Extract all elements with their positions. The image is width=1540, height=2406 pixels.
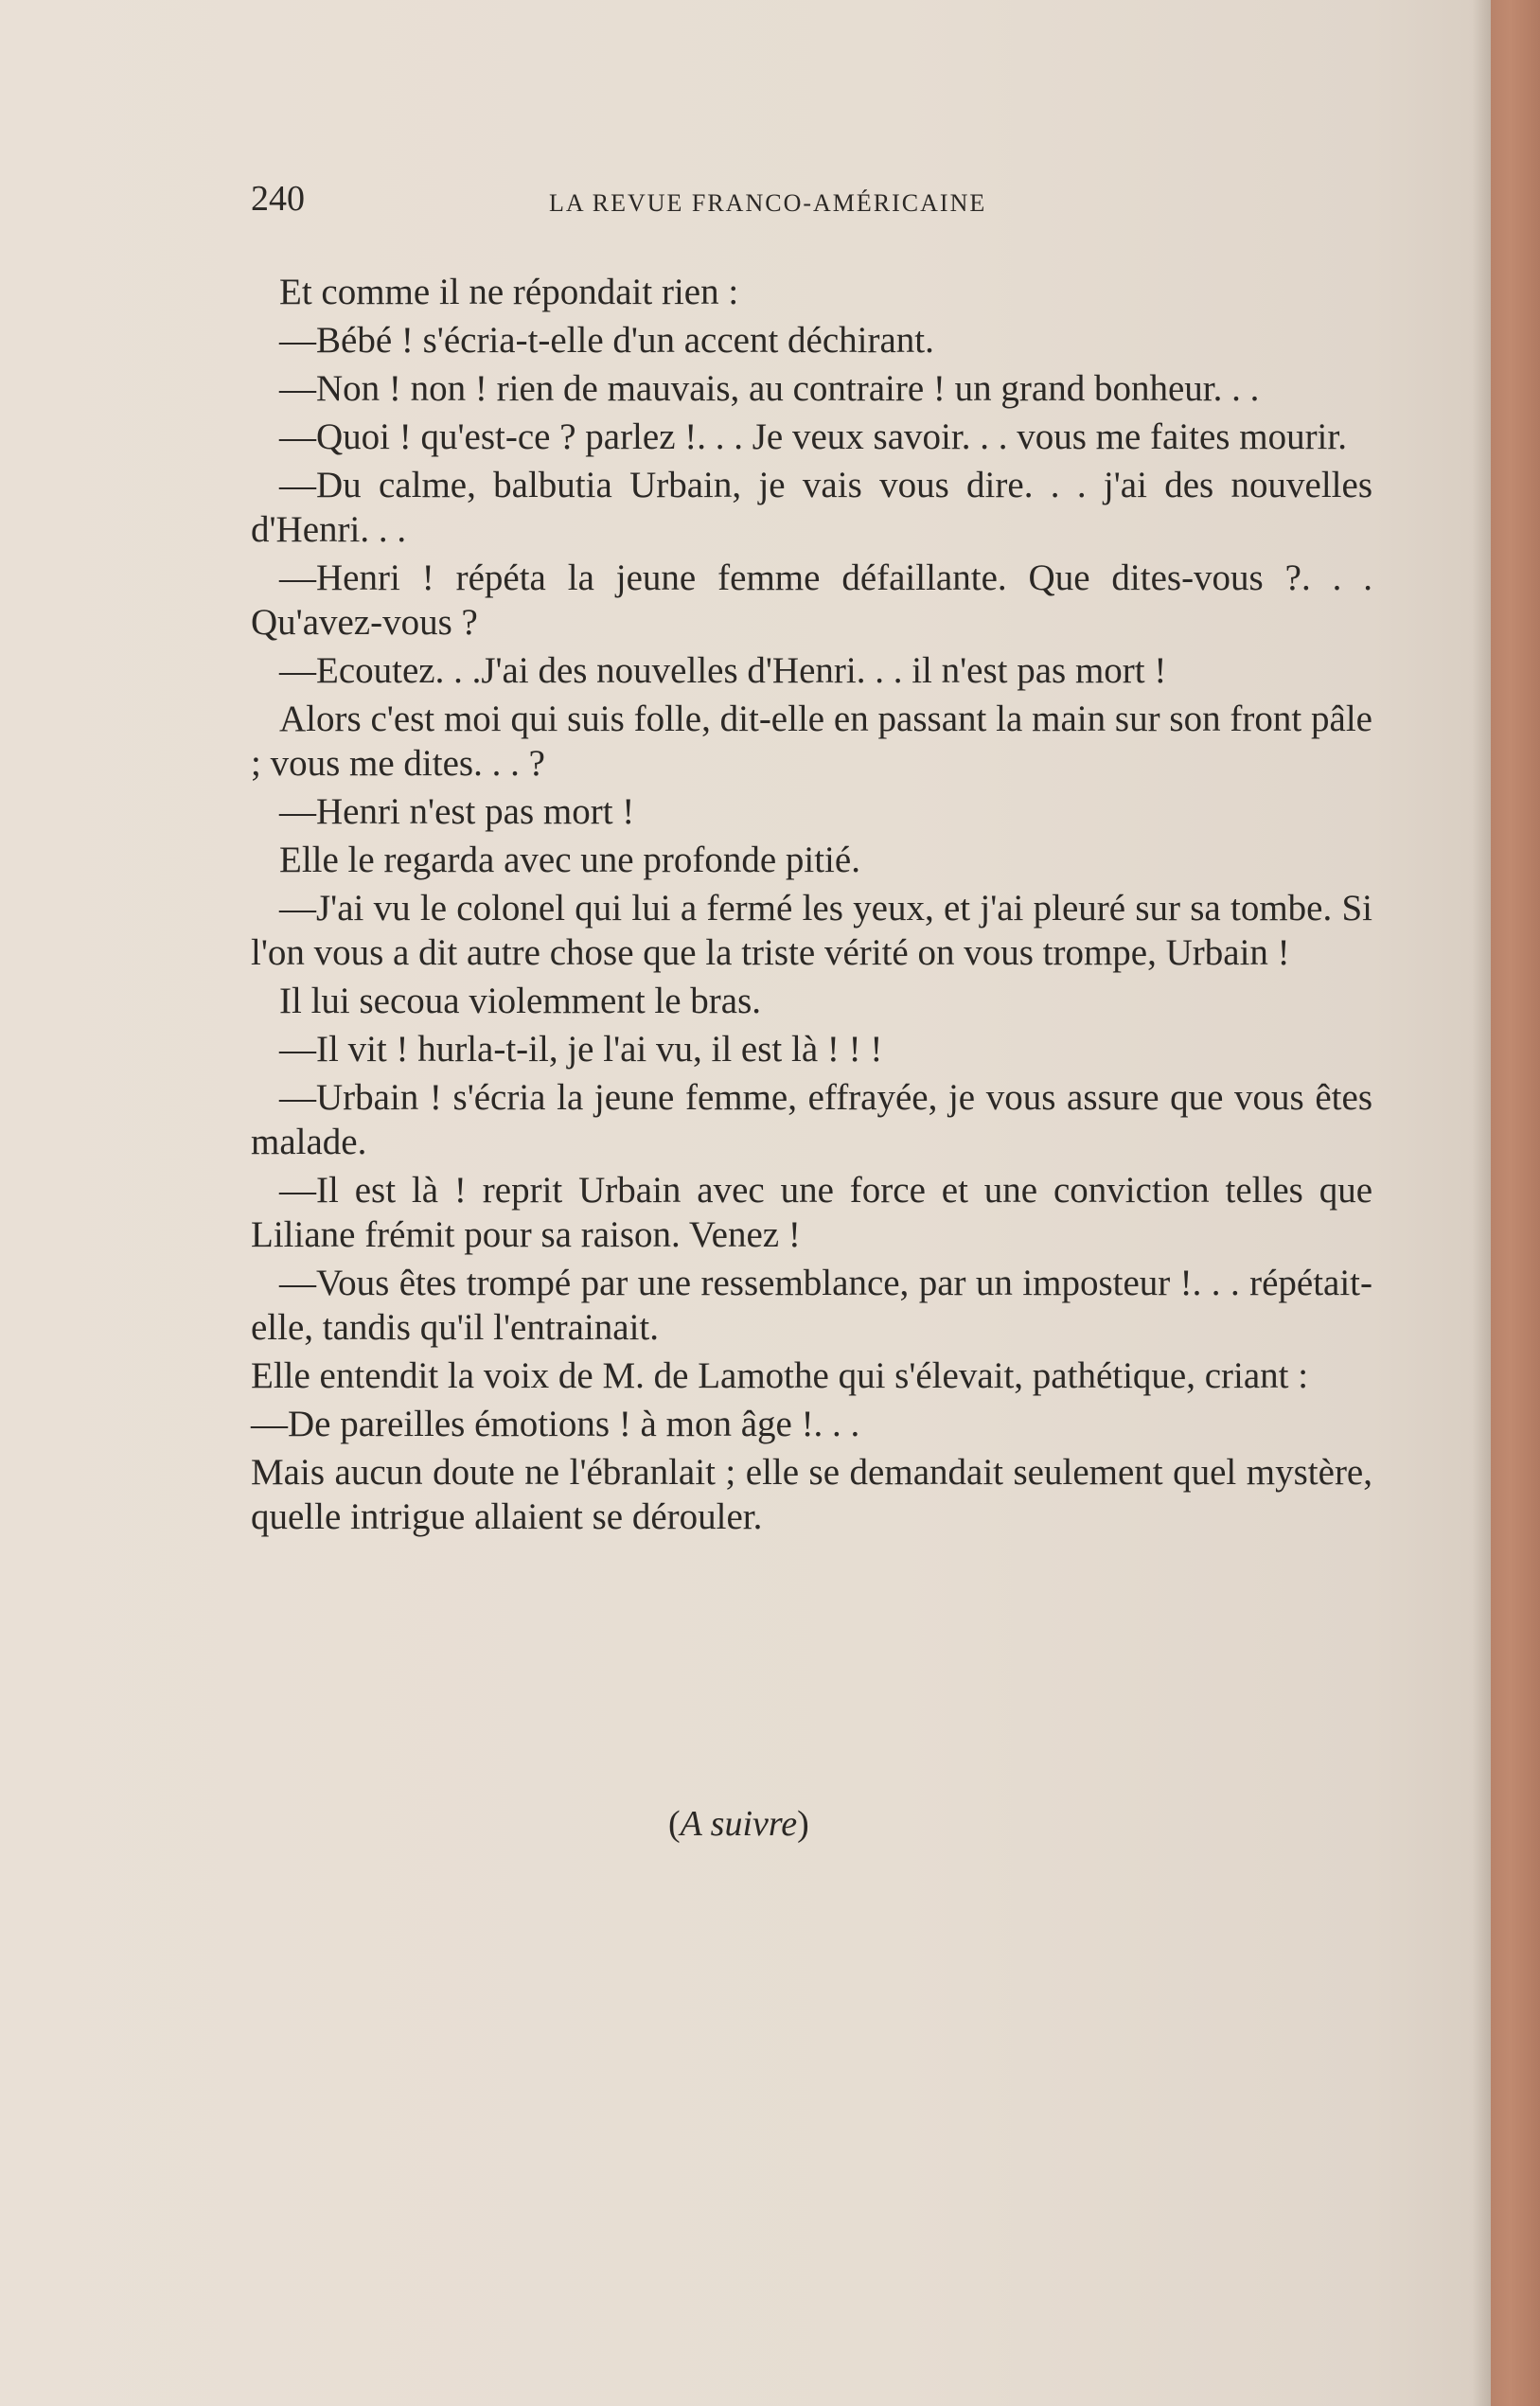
page-gutter-shadow	[1472, 0, 1493, 2406]
paragraph: —Henri n'est pas mort !	[279, 791, 635, 832]
paragraph: Mais aucun doute ne l'ébranlait ; elle se demandait seulement quel mystère, quelle intrigue allaient se dérouler.	[251, 1452, 1372, 1537]
close-paren: )	[797, 1804, 809, 1844]
page-number: 240	[251, 179, 305, 219]
continued-label: A suivre	[680, 1804, 798, 1844]
paragraph: Alors c'est moi qui suis folle, dit-elle en passant la main sur son front pâle ; vous me dites. . . ?	[251, 699, 1372, 784]
paragraph: —Du calme, balbutia Urbain, je vais vous dire. . . j'ai des nouvelles d'Henri. . .	[251, 465, 1372, 550]
to-be-continued-note	[668, 1803, 809, 1845]
paragraph: —Il est là ! reprit Urbain avec une force et une conviction telles que Liliane frémit pour sa raison. Venez !	[251, 1170, 1372, 1255]
paragraph: Il lui secoua violemment le bras.	[279, 981, 762, 1021]
running-head	[251, 178, 1093, 225]
paragraph: —Urbain ! s'écria la jeune femme, effrayée, je vous assure que vous êtes malade.	[251, 1077, 1372, 1162]
paragraph: Elle entendit la voix de M. de Lamothe qui s'élevait, pathétique, criant :	[251, 1355, 1309, 1396]
paragraph: —Henri ! répéta la jeune femme défaillante. Que dites-vous ?. . . Qu'avez-vous ?	[251, 557, 1372, 643]
paragraph: Et comme il ne répondait rien :	[279, 272, 739, 312]
paragraph: —Bébé ! s'écria-t-elle d'un accent déchirant.	[279, 320, 934, 361]
paragraph: —Vous êtes trompé par une ressemblance, par un imposteur !. . . répétait-elle, tandis qu'il l'entrainait.	[251, 1263, 1372, 1348]
journal-title: LA REVUE FRANCO-AMÉRICAINE	[549, 189, 987, 217]
paragraph: —De pareilles émotions ! à mon âge !. . .	[251, 1404, 860, 1444]
body-text	[251, 270, 1372, 1539]
paragraph: —J'ai vu le colonel qui lui a fermé les yeux, et j'ai pleuré sur sa tombe. Si l'on vous a dit autre chose que la triste vérité on vous trompe, Urbain !	[251, 888, 1372, 973]
paragraph: —Non ! non ! rien de mauvais, au contraire ! un grand bonheur. . .	[279, 368, 1260, 409]
open-paren: (	[668, 1804, 681, 1844]
paragraph: —Ecoutez. . .J'ai des nouvelles d'Henri. . . il n'est pas mort !	[279, 650, 1167, 691]
paragraph: —Il vit ! hurla-t-il, je l'ai vu, il est là ! ! !	[279, 1029, 883, 1070]
paragraph: Elle le regarda avec une profonde pitié.	[279, 840, 860, 880]
paragraph: —Quoi ! qu'est-ce ? parlez !. . . Je veux savoir. . . vous me faites mourir.	[279, 416, 1347, 457]
book-edge	[1491, 0, 1540, 2406]
